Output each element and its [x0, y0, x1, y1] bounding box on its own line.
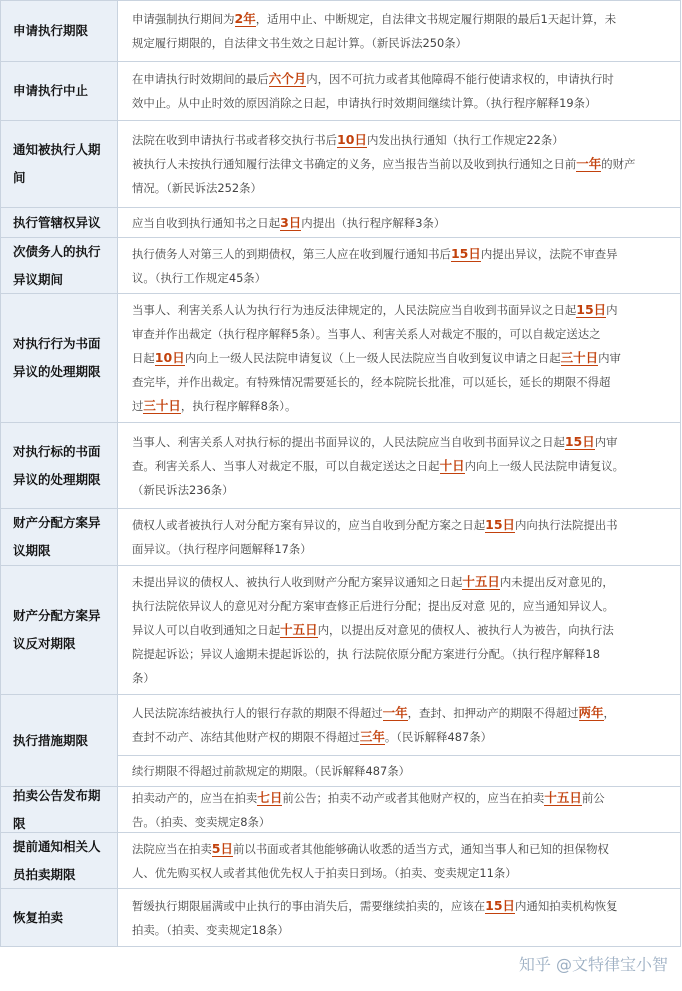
row-label [1, 121, 118, 207]
highlighted-deadline: 三十日 [560, 350, 599, 365]
text-segment: 拍卖动产的，应当在拍卖 [132, 790, 258, 805]
row-label [1, 787, 118, 832]
row-content [118, 509, 681, 565]
row-paragraph [118, 128, 680, 152]
highlighted-deadline: 两年 [578, 705, 604, 720]
highlighted-deadline: 10日 [337, 132, 367, 147]
row-paragraph [118, 837, 680, 885]
row-label-text: 拍卖公告发布期 限 [13, 787, 101, 831]
text-segment: 前公 告。（拍卖、变卖规定8条） [132, 790, 605, 829]
zhihu-watermark: 知乎 @文特律宝小智 [518, 955, 668, 974]
text-segment: 续行期限不得超过前款规定的期限。（民诉解释487条） [132, 764, 411, 778]
row-paragraph [118, 430, 680, 502]
row-label-text: 次债务人的执行 异议期间 [13, 243, 101, 287]
highlighted-deadline: 一年 [576, 156, 602, 171]
row-paragraph [118, 513, 680, 561]
row-label [1, 208, 118, 237]
text-segment: 内提出异议，法院不审查异 议。（执行工作规定45条） [132, 246, 618, 285]
text-segment: ，查封、扣押动产的期限不得超过 [407, 706, 579, 720]
text-segment: 未提出异议的债权人、被执行人收到财产分配方案异议通知之日起 [132, 575, 463, 589]
text-segment: 执行债务人对第三人的到期债权，第三人应在收到履行通知书后 [132, 246, 451, 261]
highlighted-deadline: 2年 [234, 11, 256, 26]
text-segment: 内 审查并作出裁定（执行程序解释5条）。当事人、利害关系人对裁定不服的，可以自裁定送达之 日起 [132, 303, 618, 365]
row-paragraph [118, 152, 680, 200]
table-row [1, 208, 681, 238]
text-segment: 人民法院冻结被执行人的银行存款的期限不得超过 [132, 706, 383, 720]
row-content [118, 889, 681, 946]
text-segment: 前公告；拍卖不动产或者其他财产权的，应当在拍卖 [282, 790, 545, 805]
text-segment: 内向上一级人民法院申请复议。 （新民诉法236条） [132, 458, 625, 497]
text-segment: 内向执行法院提出书 面异议。（执行程序问题解释17条） [132, 518, 618, 556]
row-content [118, 62, 681, 120]
text-segment: 内，因不可抗力或者其他障碍不能行使请求权的，申请执行时 效中止。从中止时效的原因消除之日起，申请执行时效期间继续计算。（执行程序解释19条） [132, 72, 614, 110]
row-content [118, 695, 681, 786]
text-segment: 内审 查完毕，并作出裁定。有特殊情况需要延长的，经本院院长批准，可以延长，延长的期限不得超 过 [132, 351, 621, 413]
text-segment: 内审 查。利害关系人、当事人对裁定不服，可以自裁定送达之日起 [132, 434, 618, 473]
highlighted-deadline: 一年 [382, 705, 408, 720]
table-row [1, 238, 681, 294]
text-segment: ， 查封不动产、冻结其他财产权的期限不得超过 [132, 706, 615, 744]
row-content [118, 566, 681, 694]
highlighted-deadline: 5日 [211, 840, 233, 856]
row-paragraph [118, 67, 680, 115]
paragraph-text [132, 157, 635, 195]
row-paragraph [118, 894, 680, 942]
text-segment: 在申请执行时效期间的最后 [132, 72, 269, 86]
row-paragraph [118, 298, 680, 418]
highlighted-deadline: 十五日 [544, 789, 582, 805]
paragraph-text [132, 72, 614, 110]
paragraph-text [132, 435, 624, 497]
highlighted-deadline: 15日 [576, 302, 607, 317]
text-segment: 法院在收到申请执行书或者移交执行书后 [132, 133, 338, 147]
highlighted-deadline: 七日 [257, 789, 283, 805]
row-label-text: 通知被执行人期 间 [13, 142, 101, 185]
row-paragraph [118, 695, 680, 755]
paragraph-text [132, 133, 564, 147]
row-content [118, 1, 681, 61]
row-label-text: 恢复拍卖 [13, 909, 64, 925]
highlighted-deadline: 15日 [450, 245, 481, 261]
row-label-text: 申请执行中止 [13, 83, 89, 98]
highlighted-deadline: 15日 [564, 433, 595, 449]
table-row [1, 423, 681, 509]
table-row [1, 695, 681, 787]
text-segment: 暂缓执行期限届满或中止执行的事由消失后，需要继续拍卖的，应该在 [132, 898, 486, 913]
text-segment: 。（民诉解释487条） [384, 730, 493, 744]
text-segment: 申请强制执行期间为 [132, 12, 235, 26]
row-label [1, 238, 118, 293]
row-paragraph [118, 570, 680, 690]
row-label-text: 对执行行为书面 异议的处理期限 [13, 336, 101, 379]
row-paragraph [118, 211, 680, 235]
text-segment: 内，以提出反对意见的债权人、被执行人为被告，向执行法 院提起诉讼；异议人逾期未提起诉讼的，执 行法院依原分配方案进行分配。（执行程序解释18 条） [132, 623, 614, 685]
paragraph-text [132, 899, 618, 937]
paragraph-text [132, 12, 616, 50]
row-content [118, 208, 681, 237]
row-label [1, 509, 118, 565]
table-row [1, 787, 681, 833]
row-label [1, 833, 118, 888]
table-row [1, 294, 681, 423]
paragraph-text [132, 518, 618, 556]
row-content [118, 423, 681, 508]
row-label [1, 1, 118, 61]
paragraph-text [132, 575, 614, 685]
paragraph-text [132, 759, 410, 783]
row-paragraph [118, 7, 680, 55]
table-row [1, 121, 681, 208]
text-segment: 法院应当在拍卖 [132, 841, 212, 856]
text-segment: 内发出执行通知（执行工作规定22条） [366, 133, 564, 147]
highlighted-deadline: 10日 [154, 350, 185, 365]
row-paragraph [118, 755, 680, 786]
row-label-text: 执行措施期限 [13, 732, 89, 748]
text-segment: 内向上一级人民法院申请复议（上一级人民法院应当自收到复议申请之日起 [184, 351, 561, 365]
highlighted-deadline: 十五日 [280, 622, 318, 637]
paragraph-text [132, 247, 618, 285]
table-row [1, 566, 681, 695]
paragraph-text [132, 791, 605, 829]
row-content [118, 833, 681, 888]
table-row [1, 1, 681, 62]
row-label-text: 执行管辖权异议 [13, 214, 101, 230]
row-label [1, 423, 118, 508]
paragraph-text [132, 303, 621, 413]
text-segment: 被执行人未按执行通知履行法律文书确定的义务，应当报告当前以及收到执行通知之日前 [132, 157, 577, 171]
highlighted-deadline: 十日 [439, 457, 465, 473]
text-segment: 内提出（执行程序解释3条） [301, 215, 446, 230]
text-segment: 内通知拍卖机构恢复 拍卖。（拍卖、变卖规定18条） [132, 898, 618, 937]
table-row [1, 509, 681, 566]
row-label-text: 提前通知相关人 员拍卖期限 [13, 838, 101, 882]
text-segment: 前以书面或者其他能够确认收悉的适当方式，通知当事人和已知的担保物权 人、优先购买权人或者其他优先权人于拍卖日到场。（拍卖、变卖规定11条） [132, 841, 609, 880]
row-label [1, 294, 118, 422]
table-row [1, 889, 681, 947]
row-label [1, 62, 118, 120]
text-segment: 的财产 情况。（新民诉法252条） [132, 157, 636, 195]
paragraph-text [132, 842, 609, 880]
row-label [1, 566, 118, 694]
highlighted-deadline: 十五日 [462, 574, 500, 589]
text-segment: 债权人或者被执行人对分配方案有异议的，应当自收到分配方案之日起 [132, 518, 486, 532]
text-segment: ，执行程序解释8条）。 [180, 399, 297, 413]
text-segment: ，适用中止、中断规定，自法律文书规定履行期限的最后1天起计算，未 规定履行期限的，自法律文书生效之日起计算。（新民诉法250条） [132, 12, 617, 50]
paragraph-text [132, 216, 445, 230]
row-content [118, 787, 681, 832]
row-content [118, 121, 681, 207]
row-content [118, 238, 681, 293]
row-content [118, 294, 681, 422]
row-label [1, 889, 118, 946]
text-segment: 当事人、利害关系人认为执行行为违反法律规定的，人民法院应当自收到书面异议之日起 [132, 303, 577, 317]
row-label-text: 财产分配方案异 议反对期限 [13, 608, 101, 651]
paragraph-text [132, 701, 615, 749]
row-paragraph [118, 242, 680, 290]
highlighted-deadline: 3日 [280, 214, 302, 230]
highlighted-deadline: 六个月 [268, 71, 307, 86]
highlighted-deadline: 15日 [485, 897, 516, 913]
row-label-text: 财产分配方案异 议期限 [13, 515, 101, 558]
text-segment: 应当自收到执行通知书之日起 [132, 215, 281, 230]
row-label [1, 695, 118, 786]
text-segment: 当事人、利害关系人对执行标的提出书面异议的，人民法院应当自收到书面异议之日起 [132, 434, 565, 449]
row-label-text: 申请执行期限 [13, 23, 89, 38]
row-label-text: 对执行标的书面 异议的处理期限 [13, 443, 101, 487]
highlighted-deadline: 三年 [359, 729, 385, 744]
row-paragraph [118, 786, 680, 834]
highlighted-deadline: 15日 [485, 517, 516, 532]
table-row [1, 833, 681, 889]
highlighted-deadline: 三十日 [143, 398, 181, 413]
text-segment: 内未提出反对意见的， 执行法院依异议人的意见对分配方案审查修正后进行分配；提出反对意 见的，应当通知异议人。 异议人可以自收到通知之日起 [132, 575, 615, 637]
table-row [1, 62, 681, 121]
